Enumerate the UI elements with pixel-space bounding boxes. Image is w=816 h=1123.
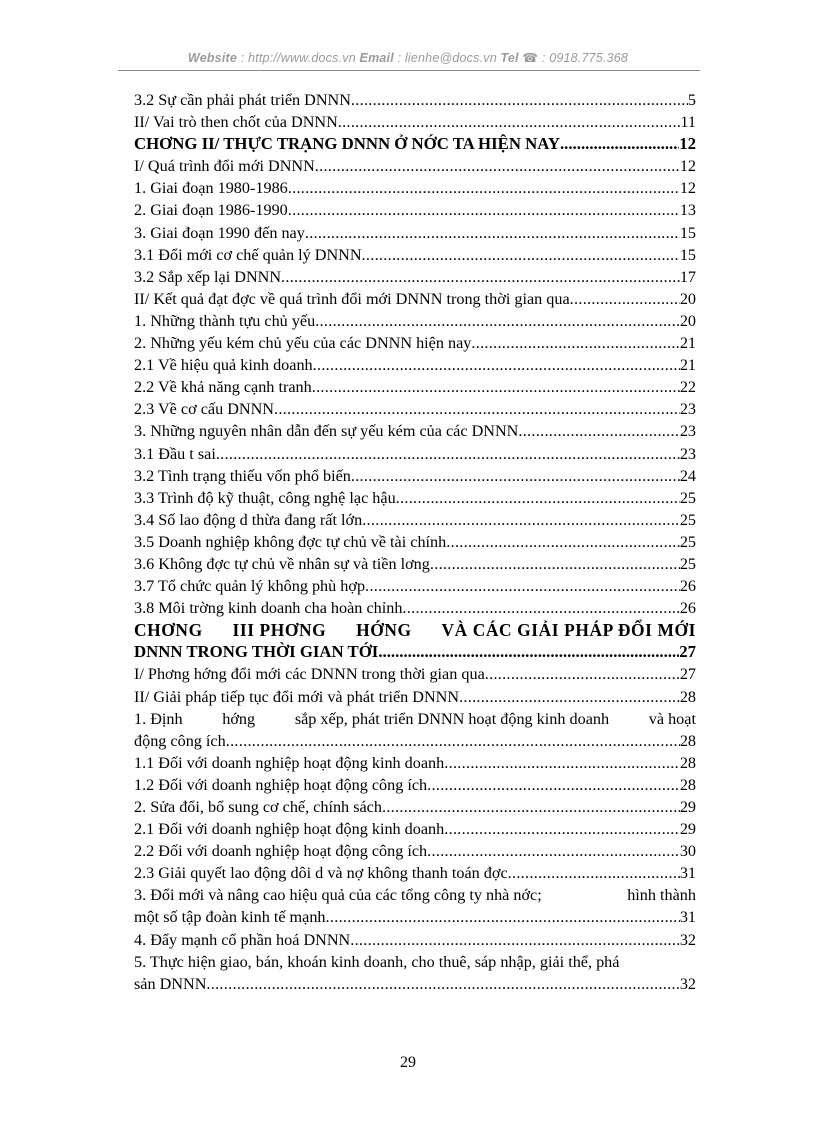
toc-leader-dots	[446, 531, 680, 553]
toc-entry-page: 11	[680, 113, 696, 132]
toc-entry-title: 3.2 Sắp xếp lại DNNN	[134, 267, 282, 286]
toc-entry	[134, 354, 696, 376]
toc-entry	[134, 398, 696, 420]
toc-entry-title: 3.7 Tổ chức quản lý không phù hợp	[134, 577, 366, 596]
toc-leader-dots	[570, 288, 680, 310]
toc-leader-dots	[315, 310, 680, 332]
chapter-3-word: CHƠNG	[134, 620, 203, 641]
toc-entry-page: 22	[679, 378, 696, 397]
toc-entry-title: 2.2 Về khả năng cạnh tranh	[134, 378, 312, 397]
toc-leader-dots	[402, 597, 679, 619]
toc-entry-page: 29	[679, 820, 696, 839]
toc-entry-title: 3.1 Đổi mới cơ chế quản lý DNNN	[134, 245, 362, 264]
toc-leader-dots	[288, 199, 680, 221]
toc-leader-dots	[444, 752, 680, 774]
toc-entry	[134, 443, 696, 465]
toc-leader-dots	[274, 398, 680, 420]
toc-chapter-3-line2	[134, 641, 696, 663]
toc-leader-dots	[350, 929, 680, 951]
toc-entry-title: 2. Sửa đổi, bổ sung cơ chế, chính sách	[134, 798, 382, 816]
toc-entry-title: 2. Giai đoạn 1986-1990	[134, 201, 288, 220]
toc-leader-dots	[382, 796, 680, 818]
toc-entry	[134, 597, 696, 619]
toc-entry-page: 12	[679, 134, 696, 154]
toc-entry-page: 25	[679, 554, 696, 573]
toc-entry-page: 24	[679, 466, 696, 485]
toc-leader-dots	[216, 443, 680, 465]
toc-chapter-2	[134, 133, 696, 155]
toc-entry-title: 3.3 Trình độ kỹ thuật, công nghệ lạc hậu	[134, 488, 396, 507]
toc-chapter-3	[134, 619, 696, 663]
toc-entry-title: 3.6 Không đợc tự chủ về nhân sự và tiền lơng	[134, 554, 430, 573]
toc-entry-page: 28	[679, 753, 696, 772]
toc-entry-page: 31	[679, 864, 696, 883]
toc-entry-title: 3. Giai đoạn 1990 đến nay	[134, 223, 305, 242]
toc-entry-line1	[134, 884, 696, 906]
toc-leader-dots	[351, 89, 688, 111]
toc-entry-page: 25	[679, 488, 696, 507]
toc-entry	[134, 465, 696, 487]
toc-entry-page: 27	[679, 642, 696, 662]
toc-entry	[134, 487, 696, 509]
toc-entry	[134, 840, 696, 862]
toc-leader-dots	[427, 774, 680, 796]
toc-entry	[134, 796, 696, 818]
entry-word: 5. Thực hiện giao, bán, khoán kinh doanh, cho thuê, sáp nhập, giải thể, phá	[134, 952, 620, 971]
toc-entry	[134, 752, 696, 774]
toc-entry-title: II/ Vai trò then chốt của DNNN	[134, 113, 338, 132]
entry-word: sắp xếp, phát triển DNNN hoạt động kinh doanh	[294, 709, 610, 728]
table-of-contents	[134, 89, 696, 995]
toc-entry-title: 2. Những yếu kém chủ yếu của các DNNN hiện nay	[134, 334, 472, 353]
toc-entry-multiline	[134, 708, 696, 752]
toc-entry-page: 23	[679, 444, 696, 463]
toc-entry	[134, 553, 696, 575]
toc-entry-title: CHƠNG II/ THỰC TRẠNG DNNN Ở NỚC TA HIỆN NAY	[134, 134, 560, 154]
email-value: : lienhe@docs.vn	[393, 51, 501, 65]
tel-label: Tel	[500, 51, 519, 65]
toc-entry-page: 28	[679, 731, 696, 750]
toc-entry	[134, 929, 696, 951]
toc-entry-title: 2.1 Về hiệu quả kinh doanh	[134, 356, 313, 375]
toc-entry-multiline	[134, 884, 696, 928]
toc-entry-page: 25	[679, 510, 696, 529]
entry-word: 3. Đổi mới và nâng cao hiệu quả của các tổng công ty nhà nớc;	[134, 886, 542, 905]
chapter-3-word: VÀ CÁC GIẢI PHÁP ĐỔI MỚI	[441, 620, 696, 641]
toc-leader-dots	[471, 332, 679, 354]
toc-entry	[134, 862, 696, 884]
toc-entry-title: một số tập đoàn kinh tế mạnh	[134, 908, 326, 927]
toc-entry-title: 3.4 Số lao động d thừa đang rất lớn	[134, 510, 363, 529]
toc-leader-dots	[326, 906, 680, 928]
entry-word: 1. Định	[134, 709, 183, 728]
toc-entry	[134, 686, 696, 708]
toc-leader-dots	[338, 111, 681, 133]
toc-entry	[134, 266, 696, 288]
toc-entry-title: 1. Giai đoạn 1980-1986	[134, 179, 288, 198]
toc-entry-title: 3.5 Doanh nghiệp không đợc tự chủ về tài chính	[134, 532, 447, 551]
website-label: Website	[187, 51, 238, 65]
toc-entry	[134, 111, 696, 133]
toc-leader-dots	[560, 133, 679, 155]
toc-entry-page: 20	[679, 311, 696, 330]
toc-entry-page: 29	[679, 798, 696, 816]
toc-leader-dots	[362, 509, 680, 531]
toc-leader-dots	[518, 420, 679, 442]
toc-entry	[134, 509, 696, 531]
toc-entry	[134, 177, 696, 199]
toc-leader-dots	[459, 686, 680, 708]
chapter-3-word: HỚNG	[356, 620, 412, 641]
entry-word: hình thành	[627, 886, 696, 905]
toc-entry	[134, 818, 696, 840]
toc-entry-title: II/ Giải pháp tiếp tục đổi mới và phát triển DNNN	[134, 687, 460, 706]
toc-leader-dots	[313, 354, 680, 376]
toc-entry-title: II/ Kết quả đạt đợc về quá trình đổi mới DNNN trong thời gian qua	[134, 289, 570, 308]
toc-entry-page: 32	[679, 930, 696, 949]
toc-chapter-3-line1	[134, 619, 696, 641]
toc-entry	[134, 531, 696, 553]
tel-value: ☎ : 0918.775.368	[518, 51, 629, 65]
toc-entry-line2	[134, 730, 696, 752]
toc-entry	[134, 155, 696, 177]
toc-entry-title: 3. Những nguyên nhân dẫn đến sự yếu kém của các DNNN	[134, 422, 519, 441]
toc-entry	[134, 575, 696, 597]
toc-entry	[134, 332, 696, 354]
page-header	[0, 50, 816, 65]
toc-entry-page: 20	[679, 289, 696, 308]
toc-entry-title: 3.8 Môi trờng kinh doanh cha hoàn chỉnh	[134, 599, 403, 618]
toc-entry-page: 28	[679, 775, 696, 794]
toc-entry-title: 4. Đẩy mạnh cổ phần hoá DNNN	[134, 930, 351, 949]
toc-entry-title: 3.2 Tình trạng thiếu vốn phổ biến	[134, 466, 351, 485]
toc-entry	[134, 199, 696, 221]
toc-leader-dots	[305, 222, 680, 244]
toc-leader-dots	[351, 465, 680, 487]
toc-leader-dots	[485, 663, 680, 685]
toc-entry	[134, 663, 696, 685]
toc-entry-title: 2.3 Giải quyết lao động dôi d và nợ không thanh toán đợc	[134, 864, 508, 883]
toc-entry-page: 13	[679, 201, 696, 220]
toc-leader-dots	[430, 553, 680, 575]
toc-leader-dots	[315, 155, 680, 177]
toc-entry-title: 3.2 Sự cần phải phát triển DNNN	[134, 91, 351, 109]
toc-entry-page: 28	[679, 687, 696, 706]
toc-entry-page: 15	[679, 245, 696, 264]
page-number: 29	[400, 1054, 416, 1071]
toc-entry	[134, 288, 696, 310]
toc-entry-page: 30	[679, 842, 696, 861]
toc-leader-dots	[312, 376, 680, 398]
toc-entry-title: 2.3 Về cơ cấu DNNN	[134, 400, 274, 419]
toc-entry-title: I/ Phơng hớng đổi mới các DNNN trong thời gian qua	[134, 665, 485, 684]
toc-leader-dots	[288, 177, 680, 199]
toc-entry-page: 12	[679, 157, 696, 176]
toc-entry-page: 17	[679, 267, 696, 286]
toc-entry-line1	[134, 708, 696, 730]
header-divider	[118, 70, 700, 71]
toc-entry-line2	[134, 906, 696, 928]
toc-entry-multiline	[134, 951, 696, 995]
toc-entry	[134, 89, 696, 111]
toc-leader-dots	[281, 266, 680, 288]
toc-entry-page: 26	[679, 577, 696, 596]
entry-word: và hoạt	[648, 709, 696, 728]
toc-entry-page: 21	[679, 334, 696, 353]
toc-entry-title: 2.1 Đối với doanh nghiệp hoạt động kinh doanh	[134, 820, 445, 839]
toc-entry	[134, 376, 696, 398]
chapter-3-word: III PHƠNG	[232, 620, 327, 641]
toc-entry-line1	[134, 951, 696, 973]
toc-entry-page: 12	[679, 179, 696, 198]
toc-entry-title: I/ Quá trình đổi mới DNNN	[134, 157, 315, 176]
toc-entry	[134, 222, 696, 244]
toc-leader-dots	[378, 641, 679, 663]
toc-leader-dots	[396, 487, 680, 509]
toc-entry-line2	[134, 973, 696, 995]
toc-entry-page: 32	[679, 974, 696, 993]
toc-entry-page: 21	[679, 356, 696, 375]
toc-entry-title: DNNN TRONG THỜI GIAN TỚI	[134, 642, 379, 662]
toc-leader-dots	[365, 575, 680, 597]
entry-word: hớng	[222, 709, 256, 728]
toc-entry-page: 5	[687, 91, 696, 109]
toc-entry-title: 2.2 Đối với doanh nghiệp hoạt động công ích	[134, 842, 428, 861]
toc-entry-page: 25	[679, 532, 696, 551]
toc-leader-dots	[362, 244, 680, 266]
toc-entry-title: 1.2 Đối với doanh nghiệp hoạt động công ích	[134, 775, 428, 794]
toc-entry	[134, 244, 696, 266]
toc-entry-page: 31	[679, 908, 696, 927]
toc-entry-title: 3.1 Đầu t sai	[134, 444, 216, 463]
toc-entry-page: 26	[679, 599, 696, 618]
toc-entry	[134, 310, 696, 332]
toc-entry-title: 1.1 Đối với doanh nghiệp hoạt động kinh doanh	[134, 753, 445, 772]
email-label: Email	[359, 51, 394, 65]
toc-leader-dots	[427, 840, 680, 862]
toc-entry	[134, 420, 696, 442]
toc-entry-page: 27	[679, 665, 696, 684]
toc-leader-dots	[508, 862, 680, 884]
toc-leader-dots	[444, 818, 680, 840]
toc-entry-title: 1. Những thành tựu chủ yếu	[134, 311, 316, 330]
toc-leader-dots	[226, 730, 680, 752]
website-value: : http://www.docs.vn	[237, 51, 360, 65]
toc-entry-page: 15	[679, 223, 696, 242]
toc-entry-title: động công ích	[134, 731, 226, 750]
toc-entry	[134, 774, 696, 796]
toc-entry-page: 23	[679, 400, 696, 419]
toc-entry-title: sản DNNN	[134, 974, 207, 993]
toc-leader-dots	[206, 973, 679, 995]
toc-entry-page: 23	[679, 422, 696, 441]
